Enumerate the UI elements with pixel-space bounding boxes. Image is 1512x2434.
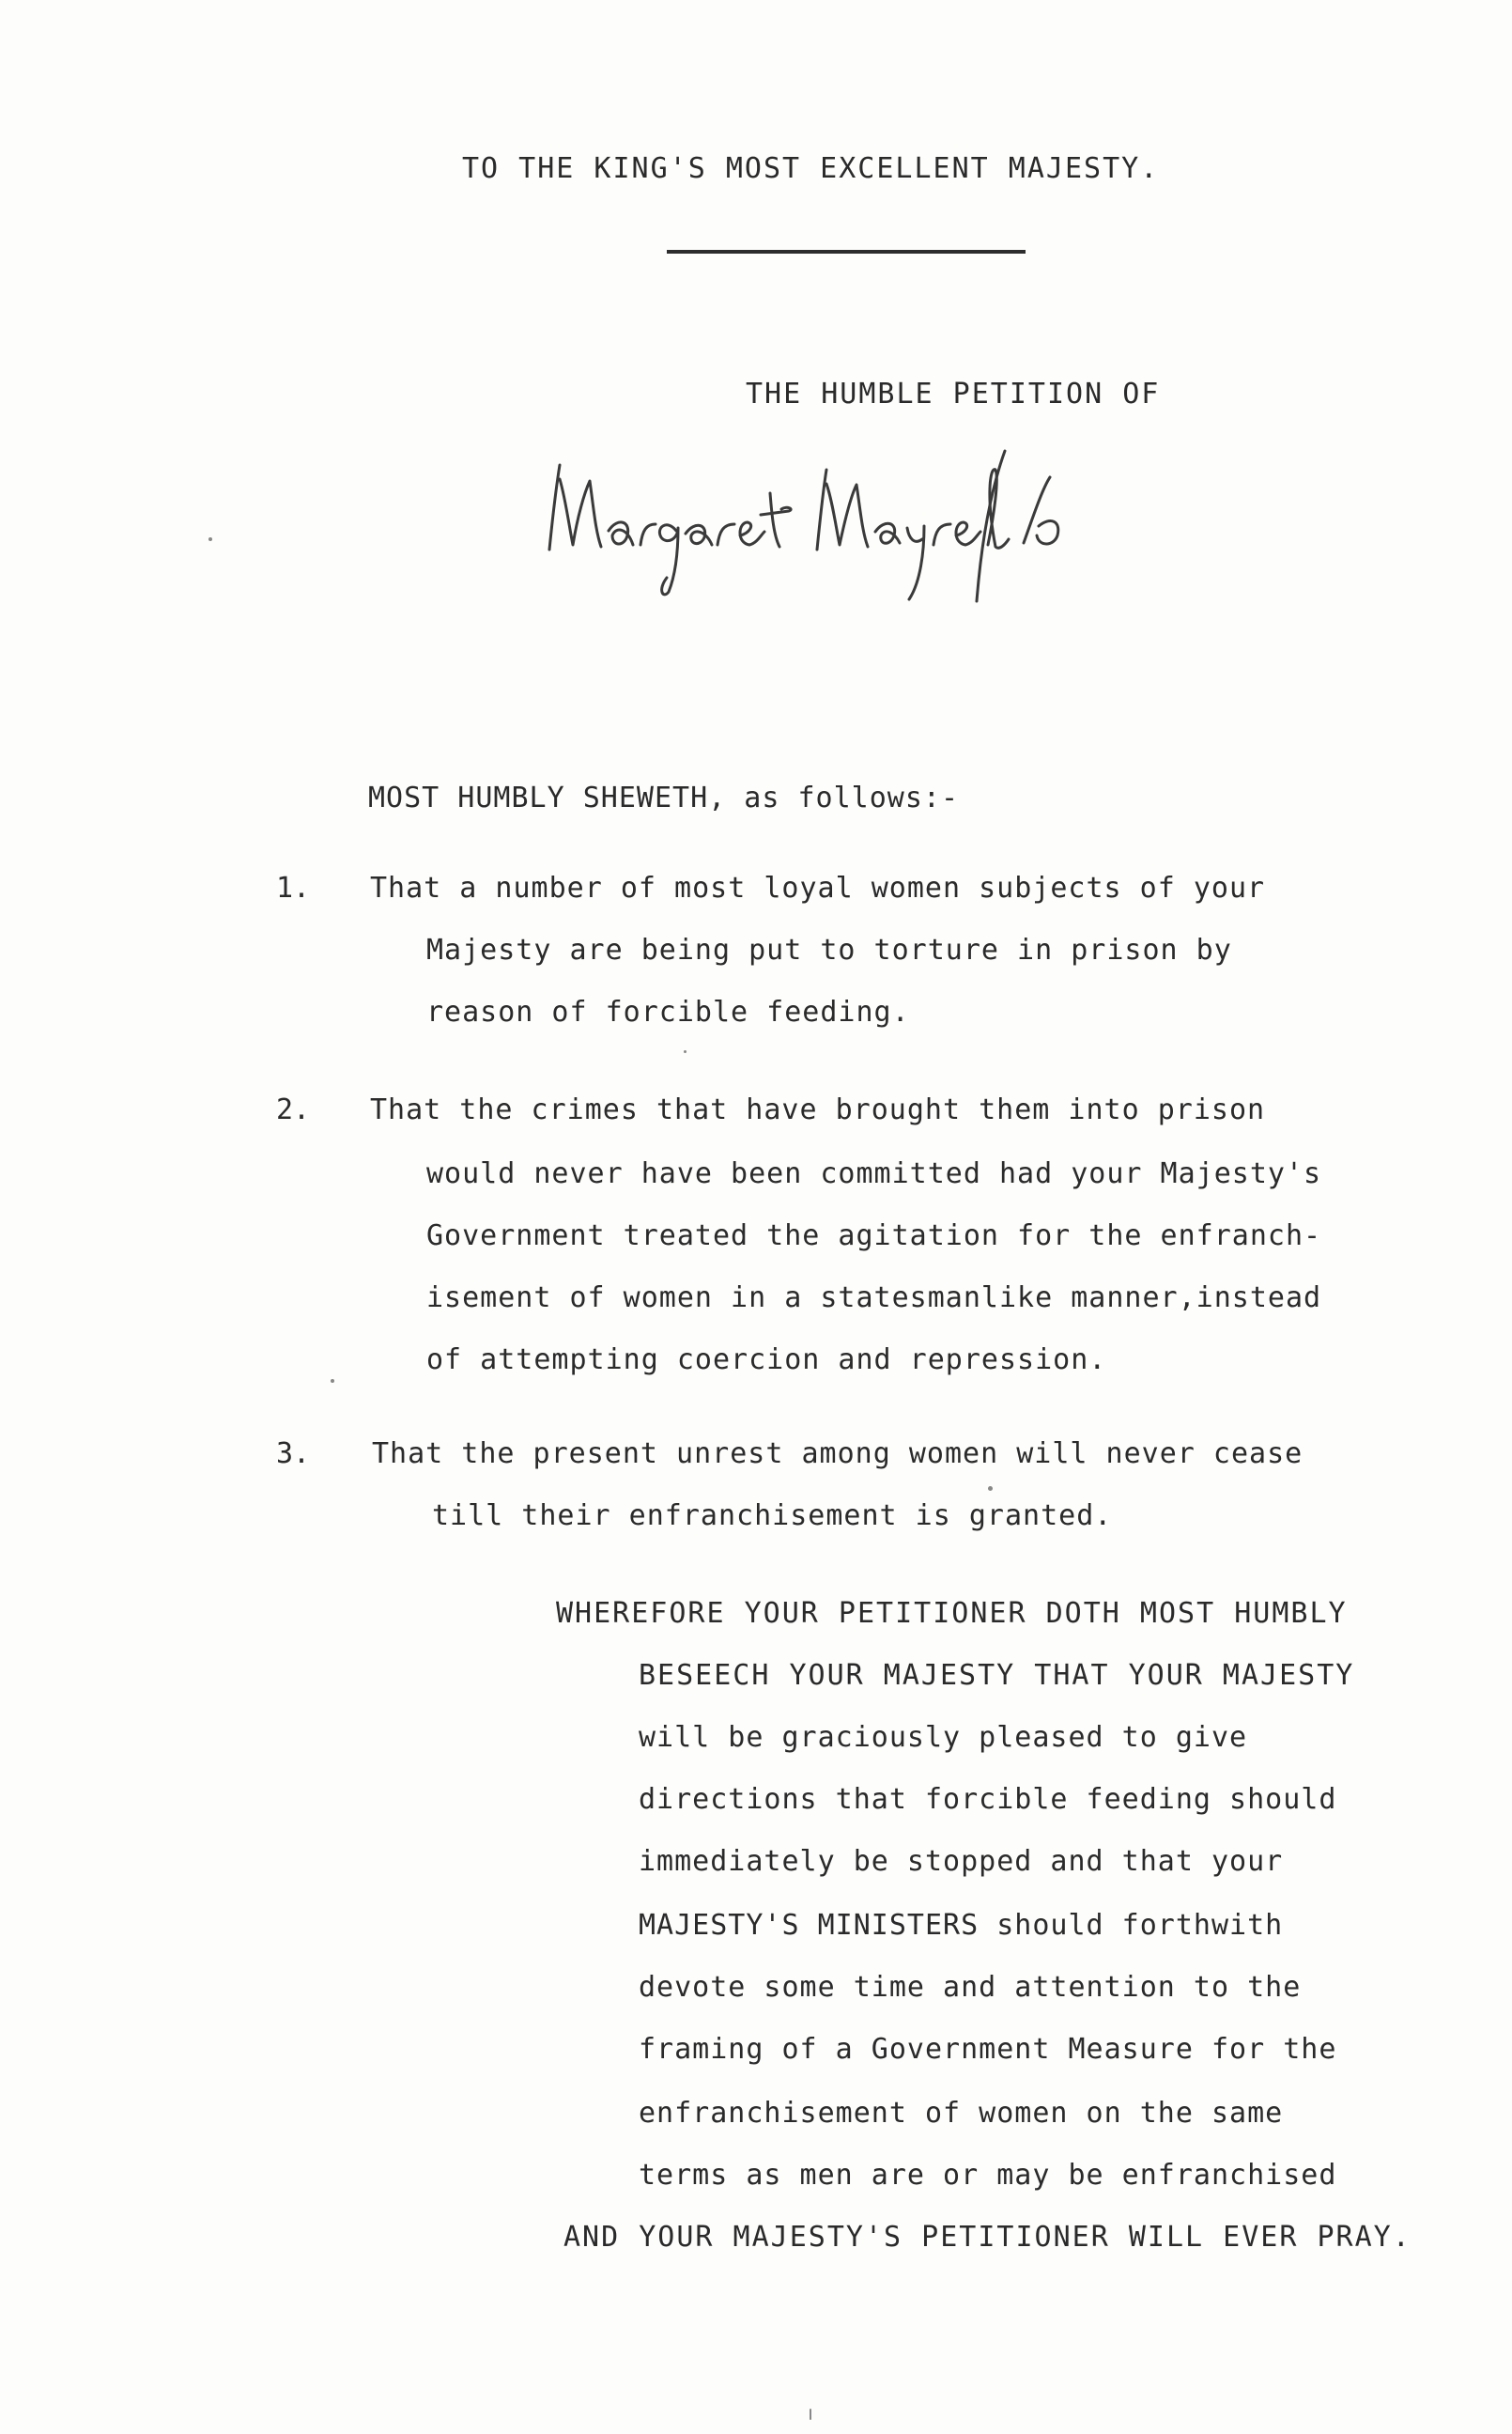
petition-intro: MOST HUMBLY SHEWETH, as follows:-	[368, 782, 960, 814]
item-2-line-2: would never have been committed had your Majesty's	[426, 1157, 1322, 1190]
item-1-line-2: Majesty are being put to torture in prison by	[426, 934, 1232, 967]
prayer-line-7: devote some time and attention to the	[639, 1971, 1302, 2004]
paper-speck	[331, 1379, 334, 1383]
item-1-line-1: That a number of most loyal women subjects of your	[370, 872, 1266, 905]
prayer-line-5: immediately be stopped and that your	[639, 1845, 1284, 1878]
item-2-line-1: That the crimes that have brought them into prison	[370, 1093, 1266, 1126]
paper-speck	[208, 537, 212, 541]
prayer-closing: AND YOUR MAJESTY'S PETITIONER WILL EVER PRAY.	[563, 2221, 1412, 2254]
prayer-line-3: will be graciously pleased to give	[639, 1721, 1248, 1754]
item-3-line-1: That the present unrest among women will never cease	[372, 1437, 1304, 1470]
item-2-line-5: of attempting coercion and repression.	[426, 1343, 1107, 1376]
prayer-line-8: framing of a Government Measure for the	[639, 2033, 1337, 2066]
item-2-number: 2.	[276, 1093, 311, 1126]
item-2-line-4: isement of women in a statesmanlike manner,instead	[426, 1281, 1322, 1314]
prayer-line-1: WHEREFORE YOUR PETITIONER DOTH MOST HUMBLY	[556, 1597, 1348, 1630]
item-1-number: 1.	[276, 872, 311, 905]
prayer-line-6: MAJESTY'S MINISTERS should forthwith	[639, 1909, 1284, 1942]
item-3-number: 3.	[276, 1437, 311, 1470]
document-heading: TO THE KING'S MOST EXCELLENT MAJESTY.	[462, 152, 1160, 185]
prayer-line-10: terms as men are or may be enfranchised	[639, 2159, 1337, 2192]
item-2-line-3: Government treated the agitation for the enfranch-	[426, 1219, 1322, 1252]
paper-speck	[684, 1050, 687, 1053]
heading-rule	[667, 250, 1026, 254]
petition-title: THE HUMBLE PETITION OF	[746, 378, 1161, 411]
prayer-line-9: enfranchisement of women on the same	[639, 2097, 1284, 2130]
handwritten-signature	[535, 442, 1165, 611]
prayer-line-4: directions that forcible feeding should	[639, 1783, 1337, 1816]
item-1-line-3: reason of forcible feeding.	[426, 996, 910, 1029]
item-3-line-2: till their enfranchisement is granted.	[432, 1499, 1113, 1532]
paper-speck	[810, 2409, 811, 2420]
prayer-line-2: BESEECH YOUR MAJESTY THAT YOUR MAJESTY	[639, 1659, 1355, 1692]
paper-speck	[988, 1486, 993, 1491]
